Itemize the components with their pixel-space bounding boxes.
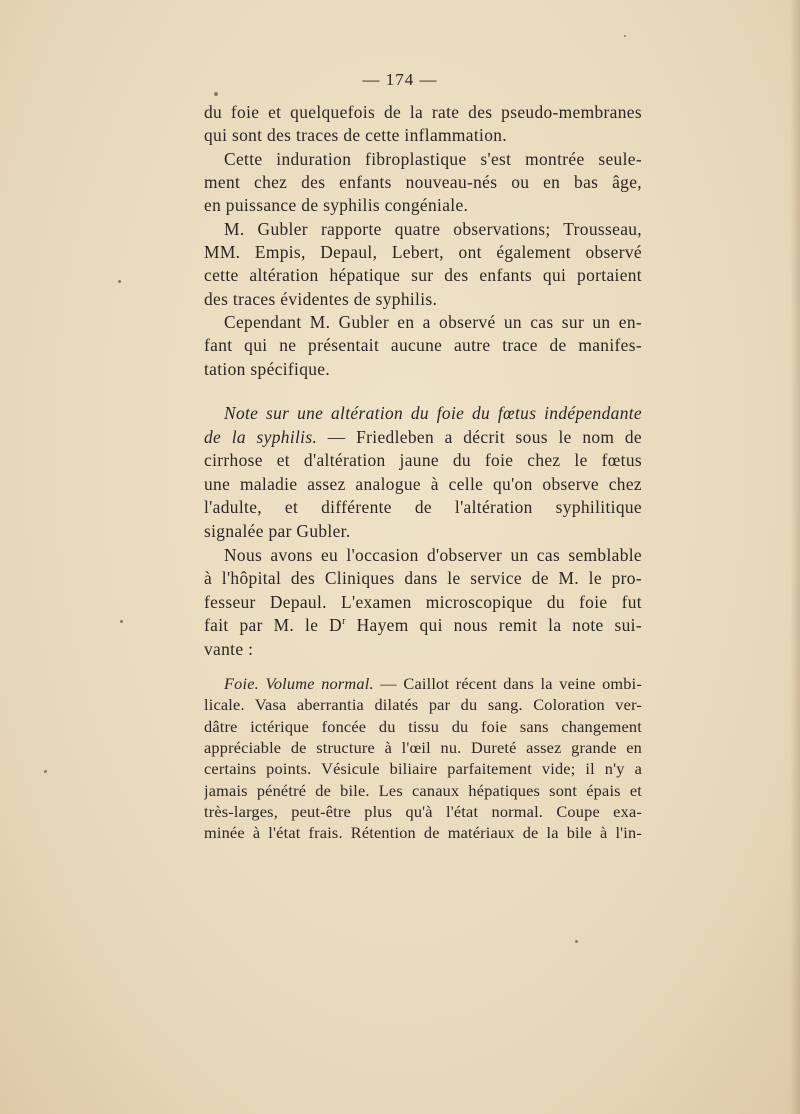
text-line: licale. Vasa aberrantia dilatés par du sang. Coloration ver- <box>204 695 642 715</box>
text-line: du foie et quelquefois de la rate des pseudo-membranes <box>204 102 642 122</box>
paper-speck <box>575 940 578 943</box>
body-text-upper <box>204 101 642 381</box>
text-line: Cette induration fibroplastique s'est montrée seule- <box>224 148 642 169</box>
text-line: tation spécifique. <box>204 358 331 379</box>
text-line: une maladie assez analogue à celle qu'on observe chez <box>204 473 642 494</box>
page-number: — 174 — <box>362 70 438 89</box>
paper-speck <box>120 620 123 623</box>
text-line: minée à l'état frais. Rétention de matériaux de la bile à l'in- <box>204 823 642 843</box>
text-line: cette altération hépatique sur des enfants qui portaient <box>204 265 642 286</box>
text-line: ment chez des enfants nouveau-nés ou en bas âge, <box>204 172 642 193</box>
text-line <box>204 426 642 450</box>
note-small-text <box>204 673 642 844</box>
text-line: dâtre ictérique foncée du tissu du foie sans changement <box>204 716 642 736</box>
text-line: à l'hôpital des Cliniques dans le service de M. le pro- <box>204 568 642 589</box>
paper-speck <box>44 770 47 773</box>
text-fragment: fait par M. le D <box>204 615 343 636</box>
section-title: Note sur une altération du foie du fœtus indépendante <box>224 403 642 423</box>
text-line: M. Gubler rapporte quatre observations; Trousseau, <box>224 218 642 239</box>
text-line: signalée par Gubler. <box>204 520 351 541</box>
text-line <box>204 673 642 694</box>
superscript: r <box>342 616 346 628</box>
paper-speck <box>214 92 218 96</box>
text-line: en puissance de syphilis congéniale. <box>204 195 469 216</box>
text-line: Cependant M. Gubler en a observé un cas sur un en- <box>224 312 642 333</box>
text-fragment: — Caillot récent dans la veine ombi- <box>373 674 642 693</box>
text-line: certains points. Vésicule biliaire parfaitement vide; il n'y a <box>204 759 642 779</box>
section-title-end: de la syphilis. <box>204 426 318 447</box>
text-line: appréciable de structure à l'œil nu. Dureté assez grande en <box>204 738 642 758</box>
text-line: cirrhose et d'altération jaune du foie chez le fœtus <box>204 450 642 471</box>
text-fragment: — Friedleben a décrit sous le nom de <box>317 426 642 447</box>
text-line: des traces évidentes de syphilis. <box>204 288 438 309</box>
text-line: très-larges, peut-être plus qu'à l'état normal. Coupe exa- <box>204 802 642 822</box>
text-line: qui sont des traces de cette inflammation. <box>204 125 508 146</box>
text-line: jamais pénétré de bile. Les canaux hépatiques sont épais et <box>204 780 642 800</box>
paper-speck <box>624 35 626 37</box>
page-edge-shadow <box>790 0 800 1114</box>
text-line <box>204 614 642 638</box>
text-line: MM. Empis, Depaul, Lebert, ont également observé <box>204 242 642 263</box>
text-line: l'adulte, et différente de l'altération syphilitique <box>204 497 642 518</box>
paper-speck <box>118 280 121 283</box>
text-line: Nous avons eu l'occasion d'observer un cas semblable <box>224 544 642 565</box>
note-heading: Foie. Volume normal. <box>224 674 374 693</box>
body-text-middle <box>204 402 642 662</box>
text-line: fesseur Depaul. L'examen microscopique du foie fut <box>204 591 642 612</box>
text-line: fant qui ne présentait aucune autre trace de manifes- <box>204 335 642 356</box>
text-fragment: Hayem qui nous remit la note sui- <box>345 615 642 636</box>
text-line: vante : <box>204 638 254 659</box>
